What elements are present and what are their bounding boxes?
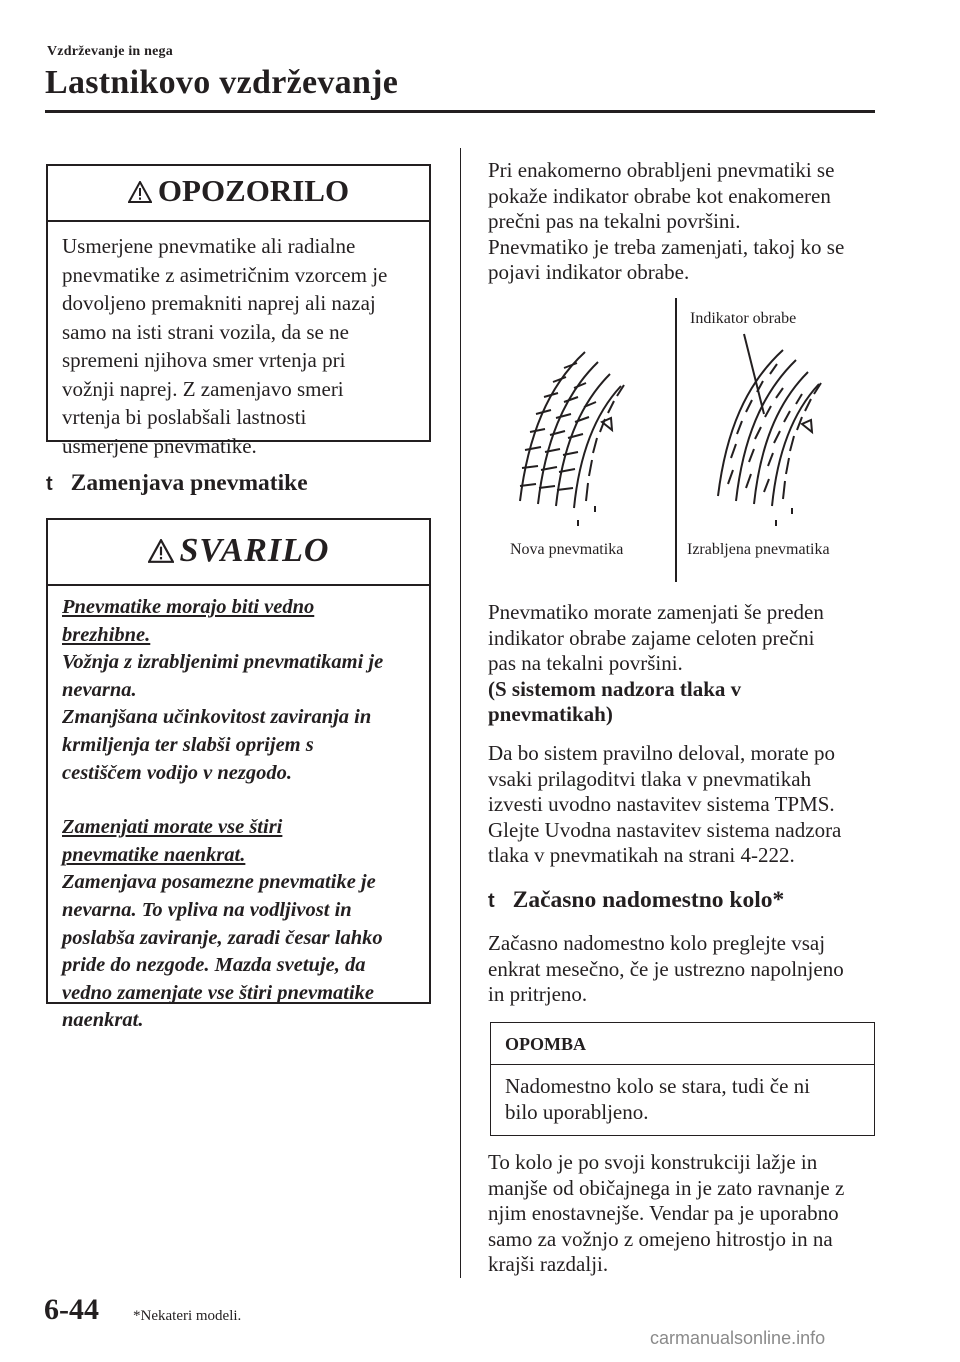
text-line: Zamenjava posamezne pnevmatike je bbox=[62, 871, 376, 894]
warning-triangle-icon bbox=[148, 539, 174, 563]
spare-paragraph bbox=[488, 931, 844, 1008]
warning-triangle-icon bbox=[128, 181, 152, 203]
text-line: nevarna. To vpliva na vodljivost in bbox=[62, 898, 352, 921]
text-line: Pnevmatiko je treba zamenjati, takoj ko se bbox=[488, 234, 845, 259]
label-new-tire: Nova pnevmatika bbox=[510, 541, 624, 558]
text-line: manjše od običajnega in je zato ravnanje z bbox=[488, 1175, 845, 1200]
caution-subhead-line: brezhibne. bbox=[62, 623, 151, 646]
text-line: pnevmatike z asimetričnim vzorcem je bbox=[62, 262, 388, 287]
label-wear-indicator: Indikator obrabe bbox=[690, 310, 797, 327]
caution-box-header bbox=[48, 520, 429, 586]
caution-box bbox=[46, 518, 431, 1032]
label-worn-tire: Izrabljena pnevmatika bbox=[687, 541, 830, 558]
page-title: Lastnikovo vzdrževanje bbox=[45, 64, 399, 101]
text-line: Glejte Uvodna nastavitev sistema nadzora bbox=[488, 817, 842, 842]
text-line: tlaka v pnevmatikah na strani 4-222. bbox=[488, 843, 795, 867]
title-rule bbox=[45, 110, 875, 113]
intro-paragraph bbox=[488, 158, 844, 286]
spacer bbox=[62, 787, 415, 814]
text-line: To kolo je po svoji konstrukciji lažje in bbox=[488, 1150, 818, 1174]
tpms-paragraph bbox=[488, 741, 841, 869]
text-line: vsaki prilagoditvi tlaka v pnevmatikah bbox=[488, 766, 812, 791]
warning-body bbox=[48, 222, 429, 470]
section-heading-text: Začasno nadomestno kolo* bbox=[512, 887, 785, 913]
text-line: Vožnja z izrabljenimi pnevmatikami je bbox=[62, 651, 384, 674]
caution-body bbox=[48, 586, 429, 1043]
caution-subhead-line: pnevmatike naenkrat. bbox=[62, 843, 246, 866]
text-line: njim enostavnejše. Vendar pa je uporabno bbox=[488, 1201, 839, 1225]
text-line: Zmanjšana učinkovitost zaviranja in bbox=[62, 706, 372, 729]
text-line: indikator obrabe zajame celoten prečni bbox=[488, 625, 815, 650]
text-line: Usmerjene pnevmatike ali radialne bbox=[62, 234, 356, 258]
caution-subhead-line: Zamenjati morate vse štiri bbox=[62, 816, 283, 839]
section-marker-icon: t bbox=[488, 890, 495, 912]
text-line: krmiljenja ter slabši oprijem s bbox=[62, 733, 314, 756]
footnote: *Nekateri modeli. bbox=[133, 1308, 242, 1324]
text-line: in pritrjeno. bbox=[488, 982, 588, 1006]
text-line: vrtenja bi poslabšali lastnosti bbox=[62, 405, 307, 429]
text-line: vožnji naprej. Z zamenjavo smeri bbox=[62, 376, 344, 401]
text-line: vedno zamenjate vse štiri pnevmatike bbox=[62, 981, 375, 1004]
text-line: nevarna. bbox=[62, 678, 137, 701]
text-line: samo na isti strani vozila, da se ne bbox=[62, 319, 349, 344]
caution-heading: SVARILO bbox=[179, 532, 330, 569]
section-heading-spare-wheel bbox=[488, 887, 784, 914]
tpms-note-line: (S sistemom nadzora tlaka v bbox=[488, 676, 742, 701]
warning-box-header bbox=[48, 166, 429, 222]
after-figure-paragraph bbox=[488, 600, 824, 728]
watermark: carmanualsonline.info bbox=[650, 1328, 826, 1348]
text-line: spremeni njihova smer vrtenja pri bbox=[62, 348, 346, 372]
text-line: prečni pas na tekalni površini. bbox=[488, 209, 741, 233]
warning-box bbox=[46, 164, 431, 458]
text-line: cestiščem vodijo v nezgodo. bbox=[62, 761, 293, 784]
text-line: pokaže indikator obrabe kot enakomeren bbox=[488, 183, 831, 208]
section-heading-tire-replacement bbox=[46, 470, 308, 497]
text-line: Nadomestno kolo se stara, tudi če ni bbox=[505, 1074, 811, 1098]
page-number: 6-44 bbox=[44, 1293, 99, 1326]
note-box-header bbox=[491, 1023, 874, 1065]
section-marker-icon: t bbox=[46, 473, 53, 495]
text-line: Da bo sistem pravilno deloval, morate po bbox=[488, 741, 836, 765]
text-line: Pri enakomerno obrabljeni pnevmatiki se bbox=[488, 158, 835, 182]
text-line: usmerjene pnevmatike. bbox=[62, 433, 257, 458]
text-line: naenkrat. bbox=[62, 1009, 144, 1032]
text-line: Pnevmatiko morate zamenjati še preden bbox=[488, 600, 824, 624]
column-divider bbox=[460, 148, 461, 1278]
tread-figure bbox=[490, 296, 880, 586]
note-body bbox=[491, 1065, 874, 1125]
section-heading-text: Zamenjava pnevmatike bbox=[70, 470, 308, 496]
text-line: pojavi indikator obrabe. bbox=[488, 260, 690, 284]
note-box bbox=[490, 1022, 875, 1136]
text-line: bilo uporabljeno. bbox=[505, 1099, 649, 1124]
text-line: samo za vožnjo z omejeno hitrostjo in na bbox=[488, 1226, 833, 1251]
caution-subhead-line: Pnevmatike morajo biti vedno bbox=[62, 596, 315, 618]
text-line: Začasno nadomestno kolo preglejte vsaj bbox=[488, 931, 826, 955]
text-line: pride do nezgode. Mazda svetuje, da bbox=[62, 954, 366, 977]
warning-heading: OPOZORILO bbox=[157, 173, 350, 208]
text-line: poslabša zaviranje, zaradi česar lahko bbox=[62, 926, 383, 949]
text-line: izvesti uvodno nastavitev sistema TPMS. bbox=[488, 792, 835, 816]
note-heading: OPOMBA bbox=[505, 1034, 586, 1054]
text-line: krajši razdalji. bbox=[488, 1252, 609, 1276]
section-label: Vzdrževanje in nega bbox=[47, 44, 173, 59]
tpms-note-line: pnevmatikah) bbox=[488, 702, 613, 726]
text-line: pas na tekalni površini. bbox=[488, 651, 683, 675]
text-line: enkrat mesečno, če je ustrezno napolnjeno bbox=[488, 956, 844, 981]
text-line: dovoljeno premakniti naprej ali nazaj bbox=[62, 291, 376, 315]
closing-paragraph bbox=[488, 1150, 844, 1278]
